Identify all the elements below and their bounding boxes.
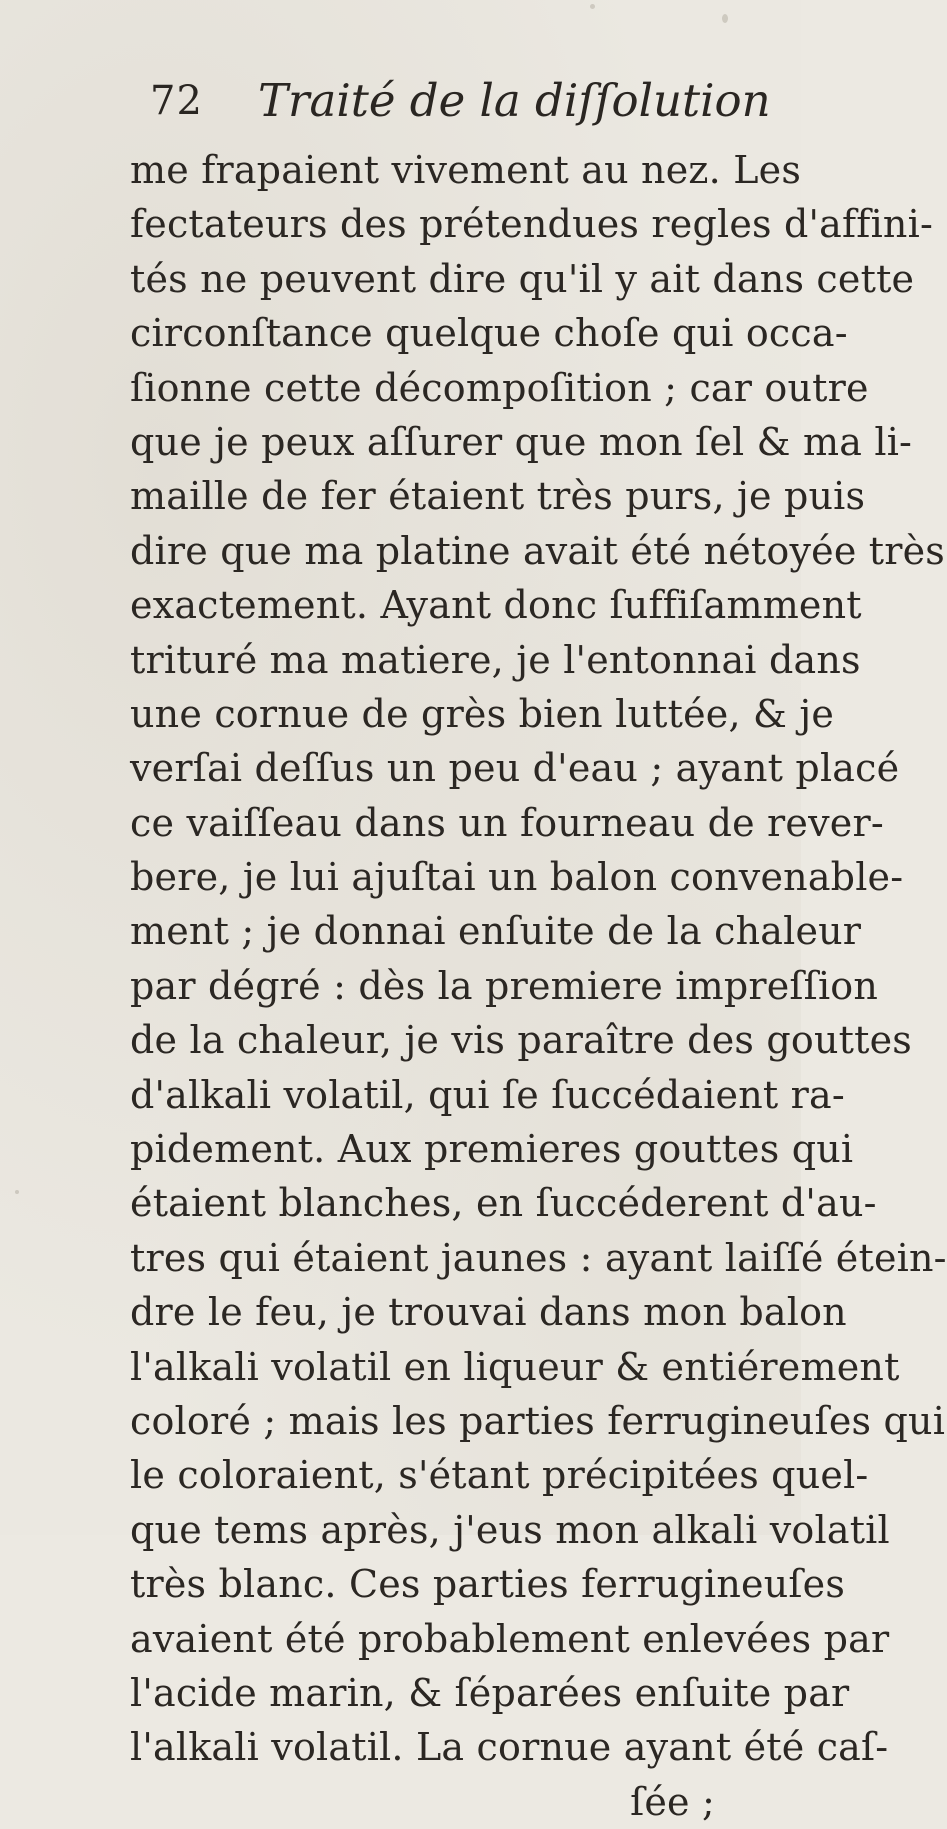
text-line: me frapaient vivement au nez. Les — [130, 148, 802, 192]
body-text — [130, 143, 947, 1829]
text-line: dre le feu, je trouvai dans mon balon — [130, 1290, 847, 1335]
text-line: d'alkali volatil, qui ſe ſuccédaient ra- — [130, 1072, 845, 1117]
text-line: que tems après, j'eus mon alkali volatil — [130, 1507, 890, 1552]
text-line: étaient blanches, en ſuccéderent d'au- — [130, 1181, 877, 1226]
running-title: Traité de la diſſolution — [258, 74, 771, 127]
text-line: le coloraient, s'étant précipitées quel- — [130, 1453, 869, 1498]
text-line: que je peux aſſurer que mon ſel & ma li- — [130, 419, 913, 464]
paper-speck — [590, 4, 595, 9]
text-line: très blanc. Ces parties ferrugineuſes — [130, 1562, 846, 1607]
text-line: tés ne peuvent dire qu'il y ait dans cette — [130, 256, 915, 301]
text-line: l'alkali volatil en liqueur & entiérement — [130, 1344, 900, 1389]
text-line: pidement. Aux premieres gouttes qui — [130, 1127, 854, 1172]
text-line: ment ; je donnai enſuite de la chaleur — [130, 909, 862, 954]
text-line: ce vaiſſeau dans un fourneau de rever- — [130, 800, 884, 845]
text-line: exactement. Ayant donc ſuffiſamment — [130, 583, 862, 628]
text-line: circonſtance quelque choſe qui occa- — [130, 311, 848, 356]
text-line: coloré ; mais les parties ferrugineuſes qui — [130, 1398, 946, 1443]
text-line: trituré ma matiere, je l'entonnai dans — [130, 637, 861, 682]
text-line: l'alkali volatil. La cornue ayant été caſ- — [130, 1725, 889, 1770]
page-number: 72 — [150, 78, 203, 124]
text-line: dire que ma platine avait été nétoyée très — [130, 528, 946, 573]
text-line: par dégré : dès la premiere impreſſion — [130, 963, 879, 1008]
text-line: une cornue de grès bien luttée, & je — [130, 691, 835, 736]
paper-speck — [722, 14, 728, 23]
text-line: l'acide marin, & ſéparées enſuite par — [130, 1670, 850, 1715]
text-line: verſai deſſus un peu d'eau ; ayant placé — [130, 746, 900, 791]
paper-speck — [15, 1190, 19, 1194]
catchword-line: ſée ; — [630, 1779, 715, 1824]
text-line: de la chaleur, je vis paraître des gouttes — [130, 1018, 912, 1063]
text-line: ſionne cette décompoſition ; car outre — [130, 365, 869, 410]
text-line: maille de fer étaient très purs, je puis — [130, 474, 866, 519]
text-line: bere, je lui ajuſtai un balon convenable- — [130, 855, 904, 900]
text-line: fectateurs des prétendues regles d'affini- — [130, 202, 933, 247]
text-line: tres qui étaient jaunes : ayant laiſſé étein- — [130, 1235, 947, 1280]
text-line: avaient été probablement enlevées par — [130, 1616, 890, 1661]
